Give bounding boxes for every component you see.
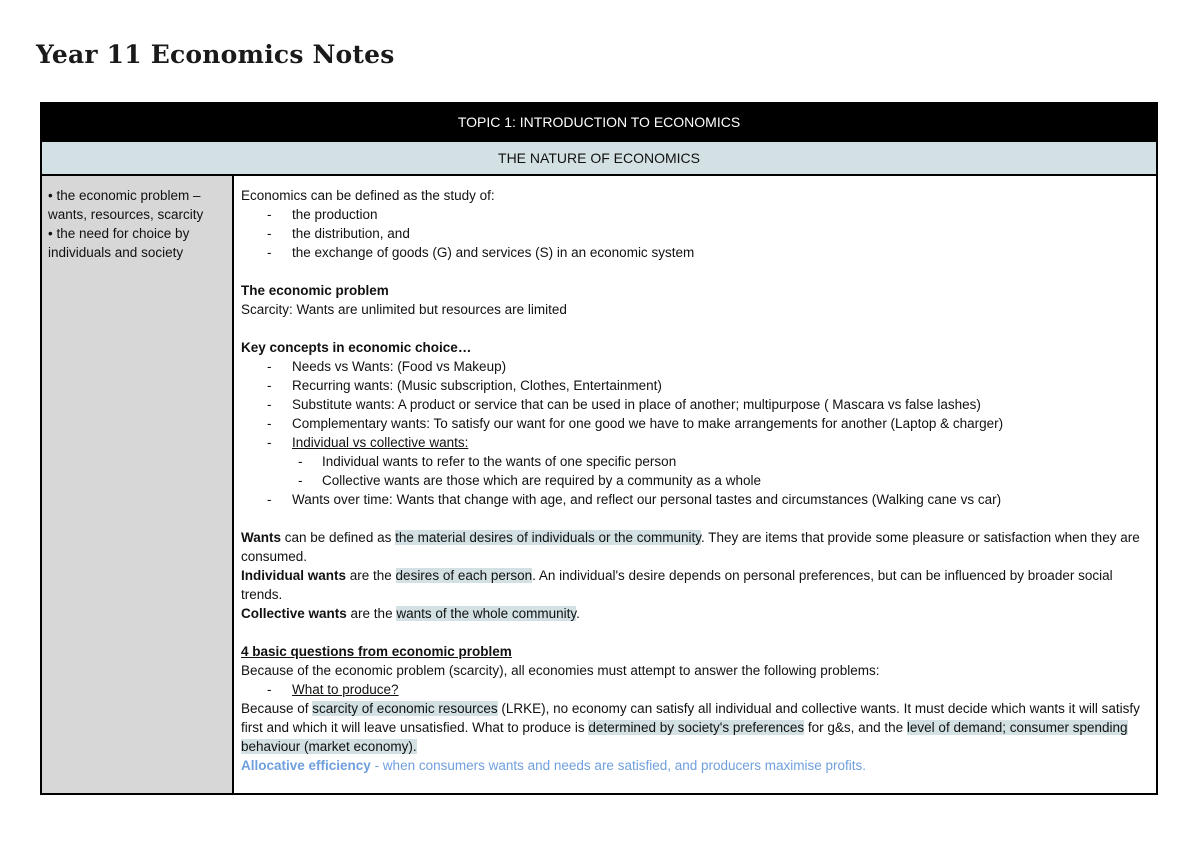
syllabus-column [42,176,234,793]
list-item: - Individual wants to refer to the wants of one specific person [241,452,1148,471]
questions-intro: Because of the economic problem (scarcity), all economies must attempt to answer the following problems: [241,663,880,678]
document-title: Year 11 Economics Notes [36,40,395,69]
notes-content [234,176,1156,793]
section-header: THE NATURE OF ECONOMICS [42,140,1156,176]
questions-list [241,680,1148,699]
questions-heading: 4 basic questions from economic problem [241,644,512,659]
list-item [241,433,1148,452]
collective-wants-definition: Collective wants are the wants of the whole community. [241,606,580,621]
question-what-to-produce: What to produce? [292,682,399,697]
list-item: - the exchange of goods (G) and services (S) in an economic system [241,243,1148,262]
notes-body-row [42,176,1156,793]
list-item: - Needs vs Wants: (Food vs Makeup) [241,357,1148,376]
list-item: - the distribution, and [241,224,1148,243]
list-item: - Collective wants are those which are required by a community as a whole [241,471,1148,490]
list-item: - Substitute wants: A product or service that can be used in place of another; multipurpose ( Mascara vs false lashes) [241,395,1148,414]
collective-sublist [241,452,1148,490]
collective-wants-label: Individual vs collective wants: [292,435,469,450]
list-item [241,680,1148,699]
allocative-efficiency-note: Allocative efficiency - when consumers wants and needs are satisfied, and producers maximise profits. [241,758,867,773]
definition-list [241,205,1148,262]
what-to-produce-answer: Because of scarcity of economic resources (LRKE), no economy can satisfy all individual and collective wants. It must decide which wants it will satisfy first and which it will leave unsatisfied. What to produce is determined by society's preferences for g&s, and the level of demand; consumer spending behaviour (market economy). [241,701,1140,754]
syllabus-point: • the need for choice by individuals and society [48,226,190,260]
list-item: - Wants over time: Wants that change with age, and reflect our personal tastes and circumstances (Walking cane vs car) [241,490,1148,509]
syllabus-point: • the economic problem – wants, resources, scarcity [48,188,204,222]
individual-wants-definition: Individual wants are the desires of each person. An individual's desire depends on personal preferences, but can be influenced by broader social trends. [241,568,1113,602]
list-item: - the production [241,205,1148,224]
concepts-list-cont [241,490,1148,509]
wants-definition: Wants can be defined as the material desires of individuals or the community. They are items that provide some pleasure or satisfaction when they are consumed. [241,530,1140,564]
list-item: - Complementary wants: To satisfy our want for one good we have to make arrangements for another (Laptop & charger) [241,414,1148,433]
definition-intro: Economics can be defined as the study of: [241,188,495,203]
topic-header: TOPIC 1: INTRODUCTION TO ECONOMICS [42,104,1156,140]
concepts-heading: Key concepts in economic choice… [241,340,472,355]
notes-table [40,102,1158,795]
problem-heading: The economic problem [241,283,389,298]
concepts-list [241,357,1148,452]
problem-text: Scarcity: Wants are unlimited but resources are limited [241,302,567,317]
list-item: - Recurring wants: (Music subscription, Clothes, Entertainment) [241,376,1148,395]
